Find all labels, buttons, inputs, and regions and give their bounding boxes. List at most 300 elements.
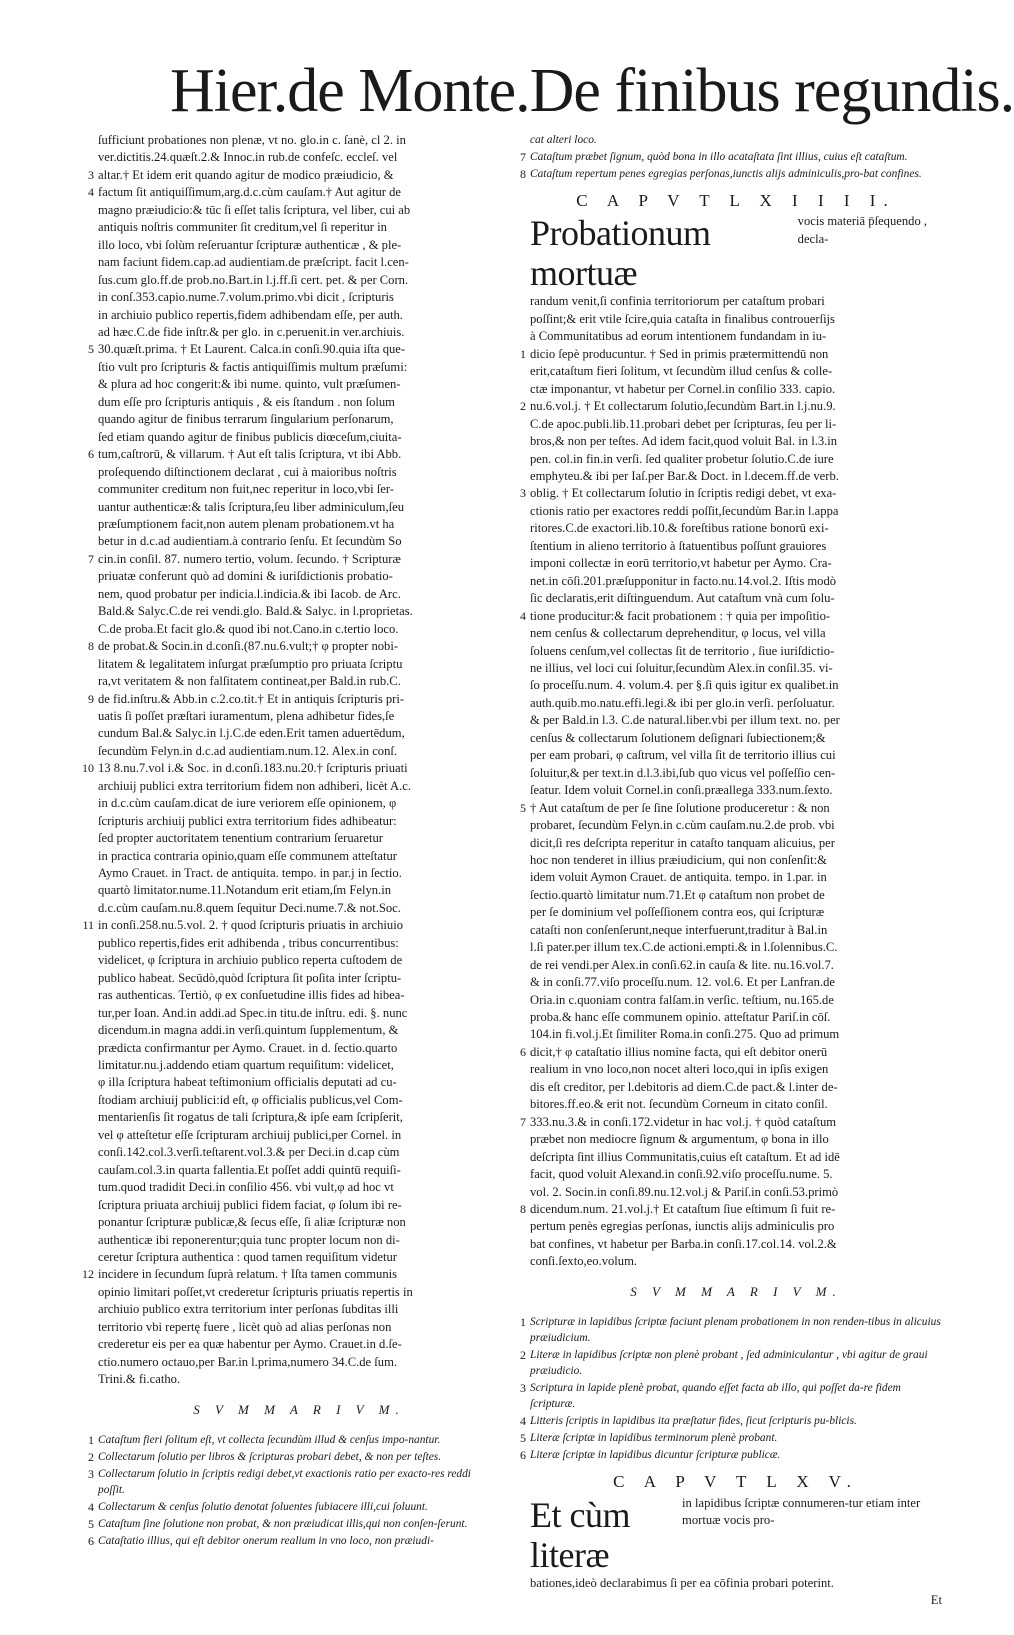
text-line [530,1061,942,1078]
line-text: imponi collectæ in eorū territorio,vt habetur per Aymo. Cra- [530,556,832,571]
line-text: ſufficiunt probationes non plenæ, vt no. glo.in c. ſanè, cl 2. in [98,133,406,147]
line-text: realium in vno loco,non nocet alteri loco,qui in ipſis exigen [530,1062,829,1077]
text-line [98,1074,500,1091]
text-line [530,922,942,939]
line-text: præſumptionem facit,non autem plenam probationem.vt ha [98,516,395,531]
text-line [530,1166,942,1183]
text-line [98,1336,500,1353]
text-line [98,1371,500,1388]
line-text: tum,caſtrorū, & villarum. † Aut eſt talis ſcriptura, vt ibi Abb. [98,447,402,462]
line-text: ſo proceſſu.num. 4. volum.4. per §.ſi quis igitur ex qualibet.in [530,678,839,693]
line-text: tur,per Ioan. And.in addi.ad Spec.in titu.de inſtru. edi. §. nunc [98,1005,408,1020]
line-text: Literæ ſcriptæ in lapidibus terminorum plenè probant. [530,1432,778,1445]
line-text: videlicet, φ ſcriptura in archiuio publico reperta cuſtodem de [98,953,403,968]
text-line [82,1266,500,1283]
line-text: ſus.cum glo.ff.de prob.no.Bart.in l.j.ff.ſi cert. pet. & per Corn. [98,272,409,287]
line-text: ſcripturis archiuij publici extra territorium fides adhibeatur: [98,813,397,828]
text-line [98,830,500,847]
line-text: bros,& non per teſtes. Ad idem facit,quod voluit Bal. in l.3.in [530,434,838,449]
line-text: facit, quod voluit Alexand.in conſi.92.viſo proceſſu.nume. 5. [530,1167,833,1182]
margin-note-number: 8 [520,1202,526,1217]
summary-item [88,1466,500,1498]
line-text: dis eſt creditor, per l.debitoris ad diem.C.de pact.& l.inter de- [530,1079,838,1094]
margin-note-number: 4 [520,1414,526,1429]
margin-note-number: 6 [88,447,94,462]
text-line [530,660,942,677]
text-line [530,1026,942,1043]
line-text: publico habeat. Secūdò,quòd ſcriptura ſit poſita inter ſcriptu- [98,970,402,985]
text-line [98,376,500,393]
line-text: Collectarum ſolutio per libros & ſcripturas probari debet, & non per teſtes. [98,1451,442,1464]
text-line [530,1253,942,1270]
text-line [98,411,500,428]
line-text: cin.in conſil. 87. numero tertio, volum. ſecundo. † Scripturæ [98,551,401,566]
margin-note-number: 1 [88,1433,94,1448]
text-line [98,586,500,603]
text-line [530,712,942,729]
line-text: de rei vendi.per Alex.in conſi.62.in cauſa & lite. nu.16.vol.7. [530,957,834,972]
margin-note-number: 3 [520,486,526,501]
line-text: Collectarum & cenſus ſolutio denotat ſoluentes ſubiacere illi,cui ſoluunt. [98,1501,428,1514]
line-text: oblig. † Et collectarum ſolutio in ſcriptis redigi debet, vt exa- [530,486,837,501]
text-line [98,848,500,865]
line-text: hoc non tenderet in illius præiudicium, qui non conſenſit:& [530,852,827,867]
line-text: ſecundùm Felyn.in d.c.ad audientiam.num.12. Alex.in conſ. [98,743,398,758]
line-text: ſed propter auctoritatem tenentium contrarium ſeruaretur [98,831,383,846]
line-text: proba.& hanc eſſe communem opinio. atteſtatur Pariſ.in cōſ. [530,1010,831,1025]
margin-note-number: 11 [82,918,94,933]
left-column [82,132,500,1550]
line-text: φ illa ſcriptura habeat teſtimonium officialis deputati ad cu- [98,1075,397,1090]
line-text: l.ſi pater.per illum tex.C.de actioni.empti.& in l.ſolennibus.C. [530,940,838,955]
line-text: proſequendo diſtinctionem declarat , cui à maioribus noſtris [98,464,397,479]
text-line [98,1249,500,1266]
line-text: ſic declaratis,erit diſtinguendum. Aut cataſtum vnà cum ſolu- [530,591,835,606]
text-line [98,1319,500,1336]
text-line [530,573,942,590]
line-text: archiuij publici extra territorium fidem non adhiberi, licèt A.c. [98,778,411,793]
margin-note-number: 4 [88,1500,94,1515]
line-text: Cataſtum præbet ſignum, quòd bona in illo acataſtata ſint illius, cuius eſt cataſtum. [530,151,908,163]
text-line [530,939,942,956]
line-text: ctio.numero octauo,per Bar.in l.prima,numero 34.C.de ſum. [98,1354,398,1369]
line-text: & in conſi.77.viſo proceſſu.num. 12. vol.6. Et per Lanfran.de [530,975,835,990]
summary-item [520,1413,942,1429]
text-line [530,747,942,764]
text-line [98,272,500,289]
margin-note-number: 4 [520,608,526,623]
text-line [98,202,500,219]
text-line [98,708,500,725]
line-text: ra,vt veritatem & non falſitatem contineat,per Bald.in rub.C. [98,674,401,689]
line-text: in conſ.353.capio.nume.7.volum.primo.vbi dicit , ſcripturis [98,290,394,305]
line-text: communiter creditum non fuit,nec reperitur in loco,vbi ſer- [98,482,394,497]
line-text: cundum Bal.& Salyc.in l.j.C.de eden.Erit tamen aduertēdum, [98,726,405,741]
line-text: illo loco, vbi ſolùm reſeruantur ſcripturæ authenticæ , & ple- [98,237,402,252]
summary-item [88,1499,500,1515]
text-line [530,1236,942,1253]
line-text: ſtodiam archiuij publici:id eſt, φ officialis publicus,vel Com- [98,1092,403,1107]
text-line [530,887,942,904]
line-text: quartò limitator.nume.11.Notandum erit etiam,ſm Felyn.in [98,883,391,898]
line-text: ctionis ratio per exactores reddi poſſit,ſecundùm Bar.in l.appa [530,503,839,518]
line-text: C.de apoc.publi.lib.11.probari debet per ſcripturas, ſeu per li- [530,416,837,431]
text-line [530,328,942,345]
text-line [530,625,942,642]
text-line [530,381,942,398]
line-text: Aymo Crauet. in Tract. de antiquita. tempo. in par.j in ſectio. [98,866,402,881]
line-text: ritores.C.de exactori.lib.10.& foreſtibus ratione bonorū exi- [530,521,829,536]
text-line [98,516,500,533]
line-text: ſed etiam quando agitur de finibus publicis diœceſum,ciuita- [98,429,402,444]
text-line [530,1009,942,1026]
line-text: priuatæ conferunt quò ad domini & iuriſdictionis probatio- [98,569,393,584]
text-line [520,346,942,363]
line-text: auth.quib.mo.natu.effi.legi.& ibi per glo.in verſi. perſoluatur. [530,695,835,710]
margin-note-number: 6 [520,1448,526,1463]
line-text: ponantur ſcripturæ publicæ,& ſecus eſſe, ſi aliæ ſcripturæ non [98,1215,406,1230]
text-line [98,481,500,498]
text-line [530,1079,942,1096]
summary-item [88,1432,500,1448]
text-line [530,695,942,712]
margin-note-number: 6 [88,1534,94,1549]
line-text: cataſti non conſenſerunt,neque interfuerunt,traditur à Bal.in [530,922,828,937]
line-text: Oria.in c.quoniam contra falſam.in verſic. teſtium, nu.165.de [530,992,834,1007]
caput-65-opening [530,1495,942,1575]
left-text-body [82,132,500,1389]
text-line [98,1197,500,1214]
line-text: ceretur ſcriptura authentica : quod tamen requiſitum videtur [98,1250,397,1264]
margin-note-number: 4 [88,185,94,200]
text-line [98,813,500,830]
text-line [88,638,500,655]
text-line [530,730,942,747]
line-text: bat confines, vt habetur per Barba.in conſi.17.col.14. vol.2.& [530,1236,837,1251]
line-text: Litteris ſcriptis in lapidibus ita præſtatur fides, ſicut ſcripturis pu-blicis. [530,1415,857,1428]
line-text: Cataſtum repertum penes egregias perſonas,iunctis alijs adminiculis,pro-bat confines. [530,168,922,180]
line-text: net.in cōſi.201.præſupponitur in facto.nu.14.vol.2. Iſtis modò [530,573,837,588]
line-text: Scriptura in lapide plenè probat, quando eſſet facta ab illo, qui poſſet da-re fidem ſcripturæ. [530,1382,901,1411]
text-line [88,341,500,358]
line-text: de fid.inſtru.& Abb.in c.2.co.tit.† Et in antiquis ſcripturis pri- [98,691,405,706]
line-text: quando agitur de finibus terrarum ſingularium perſonarum, [98,412,394,427]
line-text: d.c.cùm cauſam.nu.8.quem ſequitur Deci.nume.7.& not.Soc. [98,900,401,915]
text-line [88,184,500,201]
text-line [98,865,500,882]
text-line [98,1127,500,1144]
line-text: ad hæc.C.de fide inſtr.& per glo. in c.peruenit.in ver.archiuis. [98,324,405,339]
summary-item [520,166,942,182]
text-line [98,1162,500,1179]
text-line [98,1144,500,1161]
text-line [530,765,942,782]
text-line [98,1057,500,1074]
text-line [530,520,942,537]
text-line [98,132,500,149]
line-text: vol. 2. Socin.in conſi.89.nu.12.vol.j & Pariſ.in conſi.53.primò [530,1184,839,1199]
text-line [530,433,942,450]
line-text: betur in d.c.ad audientiam.à contrario ſenſu. Et ſecundùm So [98,534,402,549]
line-text: præbet non mediocre ſignum & argumentum, φ bona in illo [530,1132,829,1147]
text-line [88,446,500,463]
text-line [98,621,500,638]
text-line [98,1022,500,1039]
text-line [98,568,500,585]
text-line [520,608,942,625]
line-text: conſi.142.col.3.verſi.teſtarent.vol.3.& per Deci.in d.cap cùm [98,1145,400,1160]
text-line [98,429,500,446]
line-text: mentarienſis ſit rogatus de tali ſcriptura,& ipſe eam ſcripſerit, [98,1110,403,1125]
caput-64-opening-tail: vocis materiā p̄ſequendo , decla- [797,214,928,246]
text-line [98,603,500,620]
line-text: in archiuio publico repertis,fidem adhibendam eſſe, per auth. [98,307,403,322]
line-text: ſoluitur,& per text.in d.l.3.ibi,ſub quo vicus vel poſſeſſio cen- [530,765,836,780]
text-line [530,468,942,485]
text-line [98,1109,500,1126]
line-text: in d.c.cùm cauſam.dicat de iure veriorem eſſe opinionem, φ [98,796,397,811]
line-text: Cataſtum ſine ſolutione non probat, & non præiudicat illis,qui non conſen-ſerunt. [98,1518,468,1531]
line-text: 333.nu.3.& in conſi.172.videtur in hac vol.j. † quòd cataſtum [530,1114,837,1129]
line-text: dicit,ſi res deſcripta reperitur in cataſto tanquam alicuius, per [530,835,835,850]
catchword: Et [930,1593,942,1608]
line-text: † Aut cataſtum de per ſe ſine ſolutione produceretur : & non [530,800,830,815]
line-text: deſcripta ſint illius Communitatis,cuius eſt cataſtum. Et ad idē [530,1149,840,1164]
text-line [88,167,500,184]
text-line [98,1005,500,1022]
text-line [98,656,500,673]
line-text: limitatur.nu.j.addendo etiam quartum requiſitum: videlicet, [98,1058,394,1073]
caput-64-initial-words: Probationum mortuæ [530,213,711,294]
text-line [98,970,500,987]
text-line [530,904,942,921]
line-text: Collectarum ſolutio in ſcriptis redigi debet,vt exactionis ratio per exacto-res reddi poſſit. [98,1468,471,1497]
margin-note-number: 3 [88,167,94,182]
text-line [520,485,942,502]
margin-note-number: 7 [520,1114,526,1129]
text-line [98,499,500,516]
page-header: Hier.de Monte.De finibus regundis. [170,57,1014,125]
right-column [520,132,942,1610]
text-line [98,987,500,1004]
text-line [530,590,942,607]
line-text: opinio limitari poſſet,vt crederetur ſcripturis priuatis repertis in [98,1284,413,1299]
margin-note-number: 5 [88,1517,94,1532]
text-line [98,533,500,550]
line-text: per ſe dominium vel poſſeſſionem contra eos, qui ſcripturæ [530,905,825,920]
margin-note-number: 9 [88,691,94,706]
line-text: de probat.& Socin.in d.conſi.(87.nu.6.vult;† φ propter nobi- [98,639,399,654]
text-line [530,992,942,1009]
line-text: in practica contraria opinio,quam eſſe communem atteſtatur [98,848,397,863]
text-line [530,1184,942,1201]
margin-note-number: 8 [88,639,94,654]
text-line [98,464,500,481]
summary-item [88,1449,500,1465]
text-line [530,311,942,328]
line-text: à Communitatibus ad eorum intentionem fundandam in iu- [530,329,827,344]
margin-note-number: 1 [520,346,526,361]
margin-note-number: 5 [520,1431,526,1446]
margin-note-number: 2 [88,1450,94,1465]
line-text: dicit,† φ cataſtatio illius nomine facta, qui eſt debitor onerū [530,1044,828,1059]
text-line [530,782,942,799]
line-text: archiuio publico extra territorium inter perſonas ſubditas illi [98,1302,399,1317]
text-line [98,219,500,236]
line-text: factum ſit antiquiſſimum,arg.d.c.cùm cauſam.† Aut agitur de [98,185,401,200]
line-text: probaret, ſecundùm Felyn.in c.cùm cauſam.nu.2.de prob. vbi [530,818,835,833]
line-text: & per Bald.in l.3. C.de natural.liber.vbi per illum text. no. per [530,713,840,728]
line-text: idem voluit Aymon Crauet. de antiquita. tempo. in 1.par. in [530,870,827,885]
line-text: crederetur eis per ea quæ habentur per Aymo. Crauet.in d.ſe- [98,1337,402,1352]
margin-note-number: 3 [520,1381,526,1396]
line-text: vel φ atteſtetur eſſe ſcripturam archiuij publici,per Cornel. in [98,1127,402,1142]
line-text: Literæ ſcriptæ in lapidibus dicuntur ſcripturæ publicæ. [530,1449,781,1462]
text-line [520,398,942,415]
line-text: ne illius, vel loci cui ſoluitur,ſecundùm Alex.in conſil.35. vi- [530,660,833,675]
line-text: nem, quod probatur per indicia.l.indicia.& ibi Iacob. de Arc. [98,586,401,601]
line-text: in conſi.258.nu.5.vol. 2. † quod ſcripturis priuatis in archiuio [98,918,404,933]
line-text: ſtio vult pro ſcripturis & factis antiquiſſimis multum præſumi: [98,359,408,374]
right-top-summary [520,132,942,182]
line-text: Bald.& Salyc.C.de rei vendi.glo. Bald.& Salyc. in l.proprietas. [98,604,413,619]
line-text: prædicta confirmantur per Aymo. Crauet. in d. ſectio.quarto [98,1040,398,1055]
line-text: pertum penès egregias perſonas, iunctis alijs adminiculis pro [530,1219,835,1234]
text-line [530,643,942,660]
text-line [530,503,942,520]
line-text: cenſus & collectarum ſolutionem deſignari ſubiectionem;& [530,730,826,745]
line-text: bitores.ff.eo.& erit not. ſecundùm Corneum in citato conſil. [530,1097,828,1112]
text-line [98,307,500,324]
text-line [530,363,942,380]
text-line [88,691,500,708]
text-line [98,254,500,271]
line-text: ſcriptura priuata archiuij publici fidem faciat, φ ſolum ibi re- [98,1197,402,1212]
text-line [98,359,500,376]
line-text: nem cenſus & collectarum deprehenditur, φ locus, vel villa [530,626,826,641]
summary-item [530,132,942,148]
text-line [98,725,500,742]
text-line [530,677,942,694]
line-text: tum.quod tradidit Deci.in conſilio 456. vbi vult,φ ad hoc vt [98,1180,394,1195]
line-text: tione producitur:& facit probationem : † quia per impoſitio- [530,608,831,623]
text-line [82,760,500,777]
text-line [98,1232,500,1249]
caput-65-opening-tail: in lapidibus ſcriptæ connumeren-tur etiam inter mortuæ vocis pro- [682,1495,921,1528]
text-line [520,1044,942,1061]
line-text: poſſint;& erit vtile ſcire,quia cataſta in finalibus controuerſijs [530,311,835,326]
margin-note-number: 3 [88,1467,94,1482]
text-line [98,900,500,917]
text-line [98,952,500,969]
margin-note-number: 2 [520,399,526,414]
caput-65-initial-words: Et cùm literæ [530,1494,630,1575]
left-summary-heading: S V M M A R I V M. [193,1401,405,1417]
line-text: 30.quæſt.prima. † Et Laurent. Calca.in conſi.90.quia iſta que- [98,342,406,357]
margin-note-number: 7 [88,551,94,566]
line-text: C.de proba.Et facit glo.& quod ibi not.Cano.in c.tertio loco. [98,621,399,636]
summary-item [520,1447,942,1463]
margin-note-number: 12 [82,1267,94,1282]
text-line [530,451,942,468]
margin-note-number: 6 [520,1044,526,1059]
text-line [530,555,942,572]
text-line [98,394,500,411]
line-text: dum eſſe pro ſcripturis antiquis , & eis ſtandum . non ſolum [98,394,395,409]
line-text: incidere in ſecundum ſuprà relatum. † Iſta tamen communis [98,1267,398,1282]
text-line [98,149,500,166]
line-text: Literæ in lapidibus ſcriptæ non plenè probant , ſed adminiculantur , vbi agitur de graui præiudicio. [530,1349,928,1378]
summary-item [520,1380,942,1412]
summary-item [520,1314,942,1346]
text-line [98,1040,500,1057]
summary-item [88,1516,500,1532]
line-text: ver.dictitis.24.quæſt.2.& Innoc.in rub.de confeſc. eccleſ. vel [98,150,398,165]
line-text: & plura ad hoc congerit:& ibi nume. quinto, vult præſumen- [98,377,401,392]
text-line [98,882,500,899]
text-line [98,1092,500,1109]
line-text: antiquis noſtris communiter ſit creditum,vel ſi reperitur in [98,220,387,235]
line-text: ſoluens cenſum,vel collectas ſit de territorio , ſiue iuriſdictio- [530,643,835,658]
line-text: Trini.& fi.catho. [98,1372,181,1387]
text-line [520,1114,942,1131]
margin-note-number: 8 [520,167,526,181]
margin-note-number: 5 [88,342,94,357]
line-text: 13 8.nu.7.vol i.& Soc. in d.conſi.183.nu.20.† ſcripturis priuati [98,761,408,776]
line-text: ctæ imponantur, vt habetur per Cornel.in conſilio 333. capio. [530,381,836,396]
text-line [98,1301,500,1318]
text-line [530,974,942,991]
text-line [98,237,500,254]
line-text: Cataſtum fieri ſolitum eſt, vt collecta ſecundùm illud & cenſus impo-nantur. [98,1434,441,1447]
text-line [88,551,500,568]
line-text: dicio ſepè producuntur. † Sed in primis prætermittendū non [530,346,829,361]
text-line [98,795,500,812]
text-line [530,869,942,886]
line-text: ſtentium in alieno territorio à ſtatuentibus poſſunt grauiores [530,538,827,553]
line-text: pen. col.in fin.in verſi. ſed qualiter probetur ſolutio.C.de iure [530,451,834,466]
line-text: Scripturæ in lapidibus ſcriptæ faciunt plenam probationem in non renden-tibus in alicuius præiudicium. [530,1316,941,1345]
margin-note-number: 7 [520,150,526,164]
text-line [520,1201,942,1218]
text-line [530,1218,942,1235]
line-text: territorio vbi repertę fuere , licèt quò ad alias perſonas non [98,1319,392,1334]
text-line [98,778,500,795]
line-text: ſeatur. Idem voluit Cornel.in conſi.præallega 333.num.ſexto. [530,783,833,798]
text-line [530,852,942,869]
right-summary-heading: S V M M A R I V M. [630,1283,842,1299]
line-text: authenticæ ibi reponerentur;quia tunc propter locum non di- [98,1232,400,1247]
right-summary-list [520,1314,942,1463]
line-text: Cataſtatio illius, qui eſt debitor onerum realium in vno loco, non præiudi- [98,1535,434,1548]
text-line [98,1214,500,1231]
caput-65-last-line: bationes,ideò declarabimus ſi per ea cōfinia probari poterint. [530,1575,834,1590]
summary-item [520,1430,942,1446]
summary-item [520,149,942,165]
line-text: ras authenticas. Tertiò, φ ex conſuetudine illis fides ad hibea- [98,988,405,1003]
line-text: dicendum.in magna addi.in verſi.quintum ſupplementum, & [98,1023,399,1038]
text-line [82,917,500,934]
line-text: dicendum.num. 21.vol.j.† Et cataſtum ſiue eſtimum ſi fuit re- [530,1202,836,1217]
line-text: nam faciunt fidem.cap.ad audientiam.de præſcript. facit l.cen- [98,255,409,270]
text-line [530,293,942,310]
text-line [530,817,942,834]
line-text: litatem & legalitatem inſurgat præſumptio pro priuata ſcriptu [98,656,403,671]
line-text: erit,cataſtum fieri ſolitum, vt ſecundùm illud cenſus & colle- [530,364,833,379]
text-line [98,1284,500,1301]
text-line [98,289,500,306]
text-line [530,416,942,433]
